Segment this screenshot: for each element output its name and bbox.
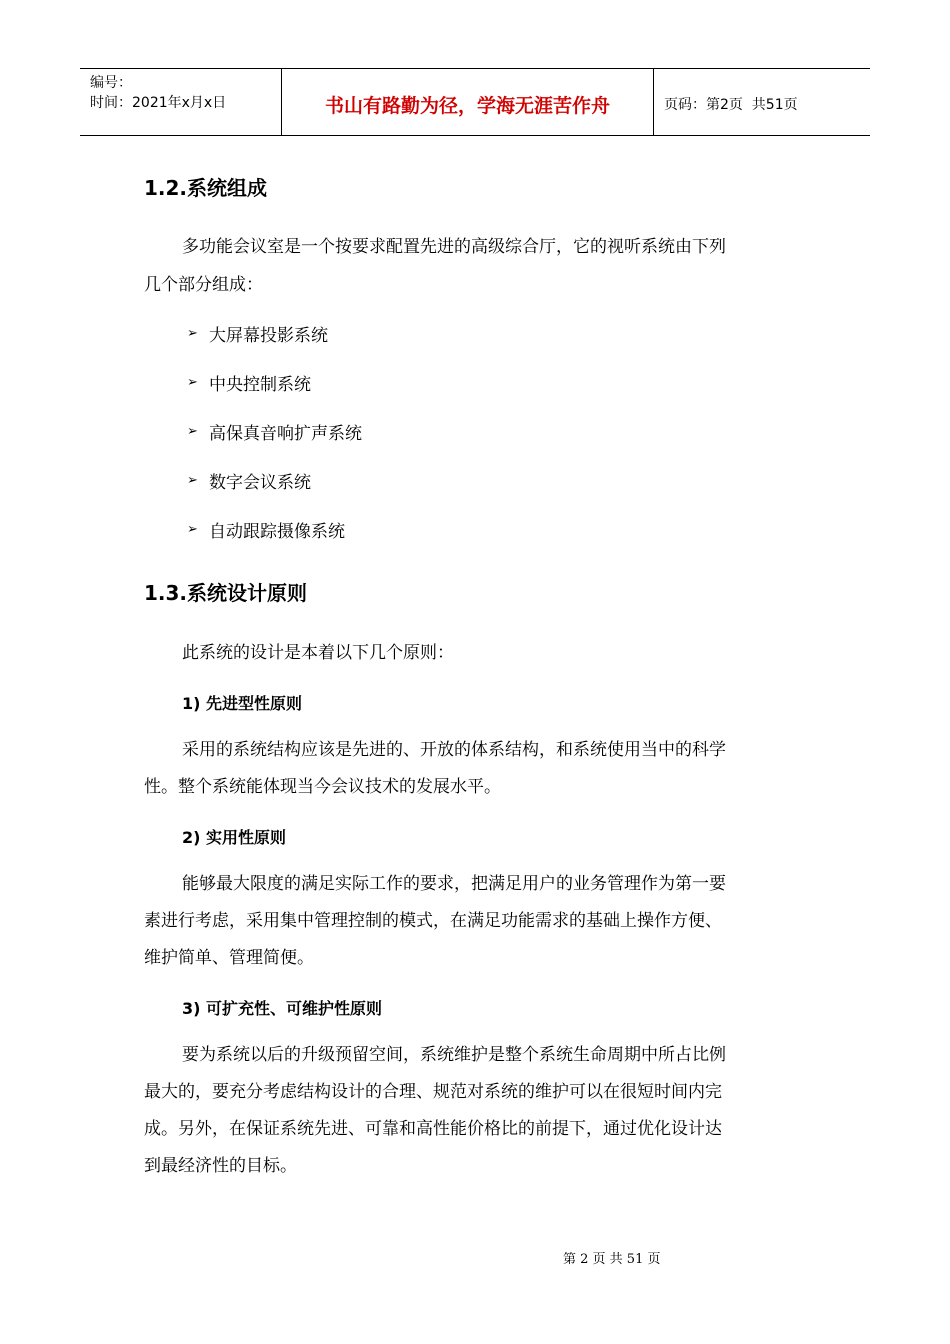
list-item-label: 大屏幕投影系统: [209, 326, 328, 346]
list-item: [187, 517, 345, 542]
page-footer: 第 2 页 共 51 页: [563, 1252, 661, 1267]
header-page-code: [654, 69, 870, 135]
paragraph-line: 最大的，要充分考虑结构设计的合理、规范对系统的维护可以在很短时间内完: [144, 1082, 722, 1102]
principle-heading: 2) 实用性原则: [182, 828, 287, 847]
list-item: [187, 370, 311, 395]
list-item: [187, 419, 362, 444]
paragraph-line: 几个部分组成：: [144, 275, 263, 295]
paragraph-line: 采用的系统结构应该是先进的、开放的体系结构，和系统使用当中的科学: [182, 740, 726, 760]
paragraph-line: 维护简单、管理简便。: [144, 948, 314, 968]
paragraph-line: 到最经济性的目标。: [144, 1156, 297, 1176]
paragraph-line: 成。另外，在保证系统先进、可靠和高性能价格比的前提下，通过优化设计达: [144, 1119, 722, 1139]
principle-heading: 1) 先进型性原则: [182, 694, 303, 713]
arrow-bullet-icon: ➢: [187, 522, 198, 537]
paragraph-line: 素进行考虑，采用集中管理控制的模式，在满足功能需求的基础上操作方便、: [144, 911, 722, 931]
paragraph-line: 性。整个系统能体现当今会议技术的发展水平。: [144, 777, 501, 797]
section-heading-1-3: 1.3.系统设计原则: [144, 581, 308, 605]
header-meta: [80, 69, 282, 135]
list-item-label: 自动跟踪摄像系统: [209, 522, 345, 542]
paragraph-line: 多功能会议室是一个按要求配置先进的高级综合厅，它的视听系统由下列: [182, 237, 726, 257]
list-item: [187, 321, 328, 346]
header-motto-text: 书山有路勤为径，学海无涯苦作舟: [324, 94, 610, 117]
header-motto: [282, 69, 654, 135]
list-item-label: 数字会议系统: [209, 473, 311, 493]
paragraph-line: 要为系统以后的升级预留空间，系统维护是整个系统生命周期中所占比例: [182, 1045, 726, 1065]
paragraph-line: 此系统的设计是本着以下几个原则：: [182, 643, 454, 663]
header-number-label: 编号：: [90, 75, 132, 91]
arrow-bullet-icon: ➢: [187, 473, 198, 488]
paragraph-line: 能够最大限度的满足实际工作的要求，把满足用户的业务管理作为第一要: [182, 874, 726, 894]
header-time-label: 时间：2021年x月x日: [90, 95, 227, 111]
principle-heading: 3) 可扩充性、可维护性原则: [182, 999, 383, 1018]
section-heading-1-2: 1.2.系统组成: [144, 176, 268, 200]
list-item: [187, 468, 311, 493]
arrow-bullet-icon: ➢: [187, 326, 198, 341]
arrow-bullet-icon: ➢: [187, 424, 198, 439]
list-item-label: 高保真音响扩声系统: [209, 424, 362, 444]
list-item-label: 中央控制系统: [209, 375, 311, 395]
header-page-code-text: 页码：第2页 共51页: [664, 97, 798, 113]
arrow-bullet-icon: ➢: [187, 375, 198, 390]
page-header: [80, 68, 870, 136]
